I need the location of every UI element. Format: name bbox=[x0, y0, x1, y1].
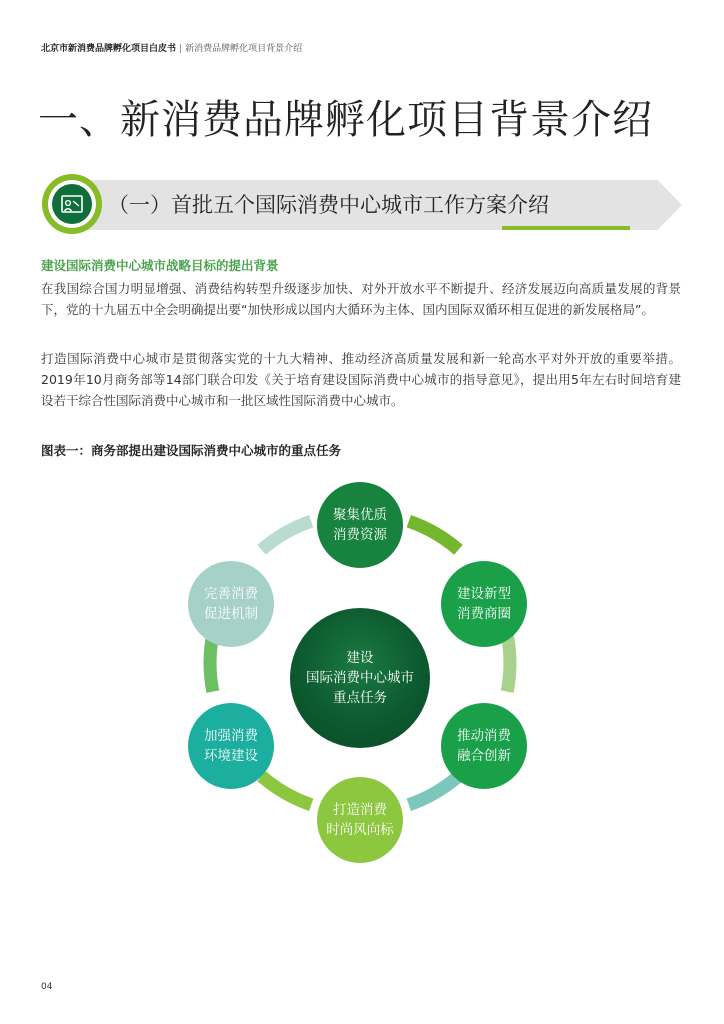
running-head-separator: | bbox=[179, 44, 183, 54]
diagram-node-environment-building: 加强消费 环境建设 bbox=[188, 703, 274, 789]
page-title: 一、新消费品牌孵化项目背景介绍 bbox=[38, 97, 653, 143]
ring-arc-segment bbox=[262, 521, 312, 550]
section-title: （一）首批五个国际消费中心城市工作方案介绍 bbox=[108, 193, 549, 217]
running-head-section: 新消费品牌孵化项目背景介绍 bbox=[185, 44, 303, 54]
figure-caption: 图表一：商务部提出建设国际消费中心城市的重点任务 bbox=[41, 443, 342, 458]
diagram-node-gather-resources: 聚集优质 消费资源 bbox=[317, 482, 403, 568]
running-head-title: 北京市新消费品牌孵化项目白皮书 bbox=[41, 44, 177, 54]
diagram-node-new-business-district: 建设新型 消费商圈 bbox=[441, 561, 527, 647]
ring-arc-segment bbox=[409, 776, 459, 805]
page-number: 04 bbox=[41, 982, 53, 992]
diagram-node-promotion-mechanism: 完善消费 促进机制 bbox=[188, 561, 274, 647]
diagram-center: 建设 国际消费中心城市 重点任务 bbox=[290, 608, 430, 748]
diagram-node-fashion-trend: 打造消费 时尚风向标 bbox=[317, 777, 403, 863]
ring-arc-segment bbox=[409, 521, 459, 550]
diagram-node-integration-innovation: 推动消费 融合创新 bbox=[441, 703, 527, 789]
body-paragraph: 打造国际消费中心城市是贯彻落实党的十九大精神、推动经济高质量发展和新一轮高水平对外开放的重要举措。2019年10月商务部等14部门联合印发《关于培育建设国际消费中心城市的指导意见》，提出用5年左右时间培育建设若干综合性国际消费中心城市和一批区域性国际消费中心城市。 bbox=[41, 351, 681, 408]
subheading: 建设国际消费中心城市战略目标的提出背景 bbox=[41, 258, 279, 273]
body-paragraph: 在我国综合国力明显增强、消费结构转型升级逐步加快、对外开放水平不断提升、经济发展迈向高质量发展的背景下，党的十九届五中全会明确提出要“加快形成以国内大循环为主体、国内国际双循环相互促进的新发展格局”。 bbox=[41, 281, 681, 317]
ring-arc-segment bbox=[262, 776, 312, 805]
ring-arc-segment bbox=[507, 634, 510, 691]
